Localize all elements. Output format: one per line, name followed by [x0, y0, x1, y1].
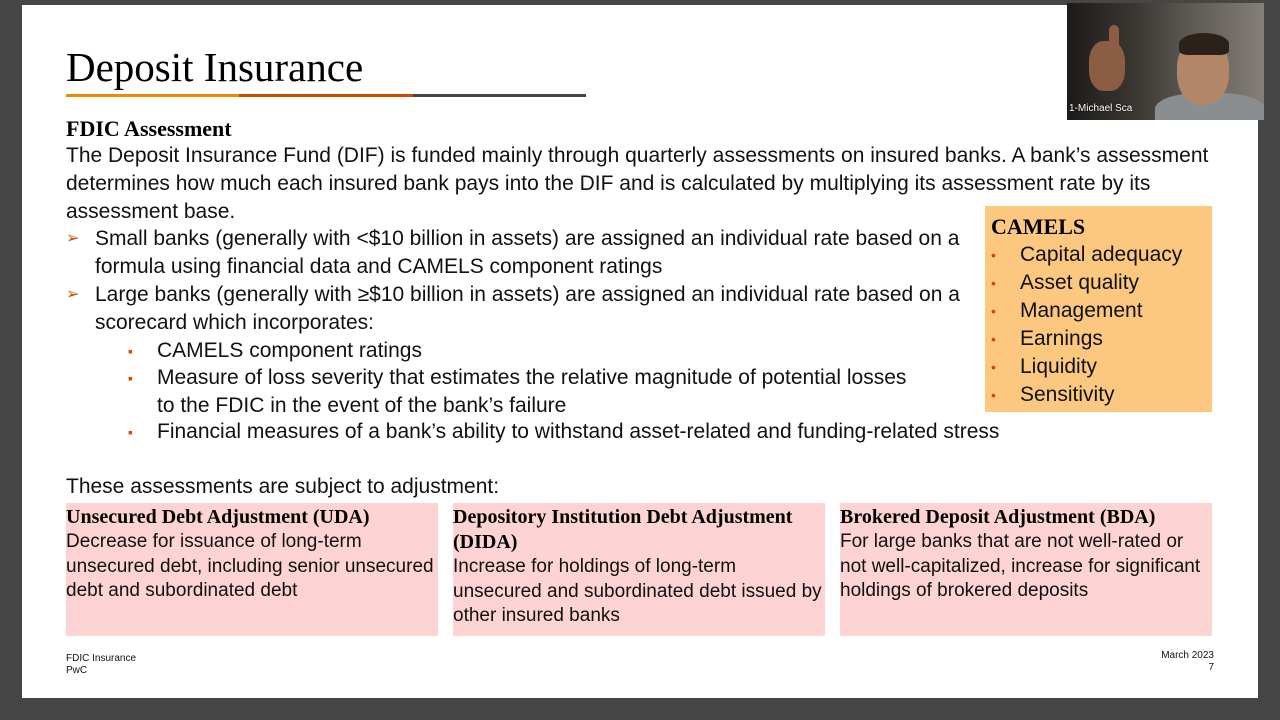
- camels-item-label: Earnings: [1020, 327, 1103, 350]
- camels-item: [991, 353, 1206, 381]
- dot-bullet-icon: •: [991, 359, 996, 375]
- adjustment-title: Unsecured Debt Adjustment (UDA): [66, 506, 370, 528]
- dot-bullet-icon: •: [991, 247, 996, 263]
- dot-bullet-icon: •: [991, 303, 996, 319]
- camels-item-label: Management: [1020, 299, 1143, 322]
- adjustments-intro: These assessments are subject to adjustment:: [66, 475, 500, 498]
- uda-box: [66, 503, 438, 636]
- bullet-text: Large banks (generally with ≥$10 billion in assets) are assigned an individual rate based on a scorecard which incorporates:: [95, 283, 960, 334]
- camels-box: [985, 206, 1212, 412]
- sub-bullet-camels-ratings: [128, 337, 957, 365]
- camels-title: CAMELS: [991, 214, 1086, 239]
- footer-date: March 2023: [1161, 650, 1214, 661]
- sub-bullet-text: Measure of loss severity that estimates the relative magnitude of potential losses to the FDIC in the event of the bank’s failure: [157, 366, 907, 417]
- adjustment-body: For large banks that are not well-rated or not well-capitalized, increase for significant holdings of brokered deposits: [840, 531, 1201, 601]
- title-underline-segment-3: [413, 94, 586, 97]
- section-heading: FDIC Assessment: [66, 116, 232, 141]
- camels-item-label: Sensitivity: [1020, 383, 1115, 406]
- arrow-bullet-icon: ➢: [66, 286, 80, 303]
- camels-item-label: Capital adequacy: [1020, 243, 1183, 266]
- sub-bullet-financial-measures: [128, 418, 1137, 446]
- adjustment-body: Decrease for issuance of long-term unsecured debt, including senior unsecured debt and subordinated debt: [66, 531, 434, 601]
- dot-bullet-icon: •: [991, 387, 996, 403]
- camels-item: [991, 381, 1206, 409]
- dot-bullet-icon: •: [991, 331, 996, 347]
- sub-bullet-text: Financial measures of a bank’s ability to withstand asset-related and funding-related stress: [157, 420, 1000, 443]
- camels-item-label: Asset quality: [1020, 271, 1140, 294]
- adjustment-body: Increase for holdings of long-term unsecured and subordinated debt issued by other insured banks: [453, 556, 822, 626]
- title-underline-segment-2: [239, 94, 412, 97]
- participant-video-tile[interactable]: [1067, 3, 1264, 120]
- sub-bullet-loss-severity: [128, 364, 927, 420]
- bullet-small-banks: [66, 225, 965, 281]
- square-bullet-icon: ▪: [128, 370, 133, 386]
- page-number: 7: [1208, 662, 1214, 673]
- camels-item: [991, 325, 1206, 353]
- adjustment-title: Brokered Deposit Adjustment (BDA): [840, 506, 1156, 528]
- arrow-bullet-icon: ➢: [66, 230, 80, 247]
- title-underline: [66, 94, 586, 97]
- sub-bullet-text: CAMELS component ratings: [157, 339, 422, 362]
- square-bullet-icon: ▪: [128, 343, 133, 359]
- camels-item-label: Liquidity: [1020, 355, 1098, 378]
- bullet-text: Small banks (generally with <$10 billion in assets) are assigned an individual rate based on a formula using financial data and CAMELS component ratings: [95, 227, 960, 278]
- footer-company: PwC: [66, 665, 88, 676]
- intro-paragraph: The Deposit Insurance Fund (DIF) is funded mainly through quarterly assessments on insured banks. A bank’s assessment determines how much each insured bank pays into the DIF and is calculated by multiplying its assessment rate by its assessment base.: [66, 144, 1209, 223]
- adjustment-title: Depository Institution Debt Adjustment (DIDA): [453, 506, 793, 553]
- camels-item: [991, 241, 1206, 269]
- dida-box: [453, 503, 825, 636]
- camels-list: [991, 241, 1206, 409]
- video-person-hand: [1089, 41, 1125, 91]
- dot-bullet-icon: •: [991, 275, 996, 291]
- bullet-large-banks: [66, 281, 965, 337]
- title-underline-segment-1: [66, 94, 239, 97]
- participant-name-label: 1-Michael Sca: [1069, 103, 1133, 114]
- footer-source: [66, 653, 136, 677]
- square-bullet-icon: ▪: [128, 424, 133, 440]
- video-person-hair: [1179, 33, 1229, 55]
- slide-title: Deposit Insurance: [66, 44, 364, 90]
- bda-box: [840, 503, 1212, 636]
- camels-item: [991, 297, 1206, 325]
- footer-title: FDIC Insurance: [66, 653, 137, 664]
- camels-item: [991, 269, 1206, 297]
- footer-meta: [1161, 650, 1214, 674]
